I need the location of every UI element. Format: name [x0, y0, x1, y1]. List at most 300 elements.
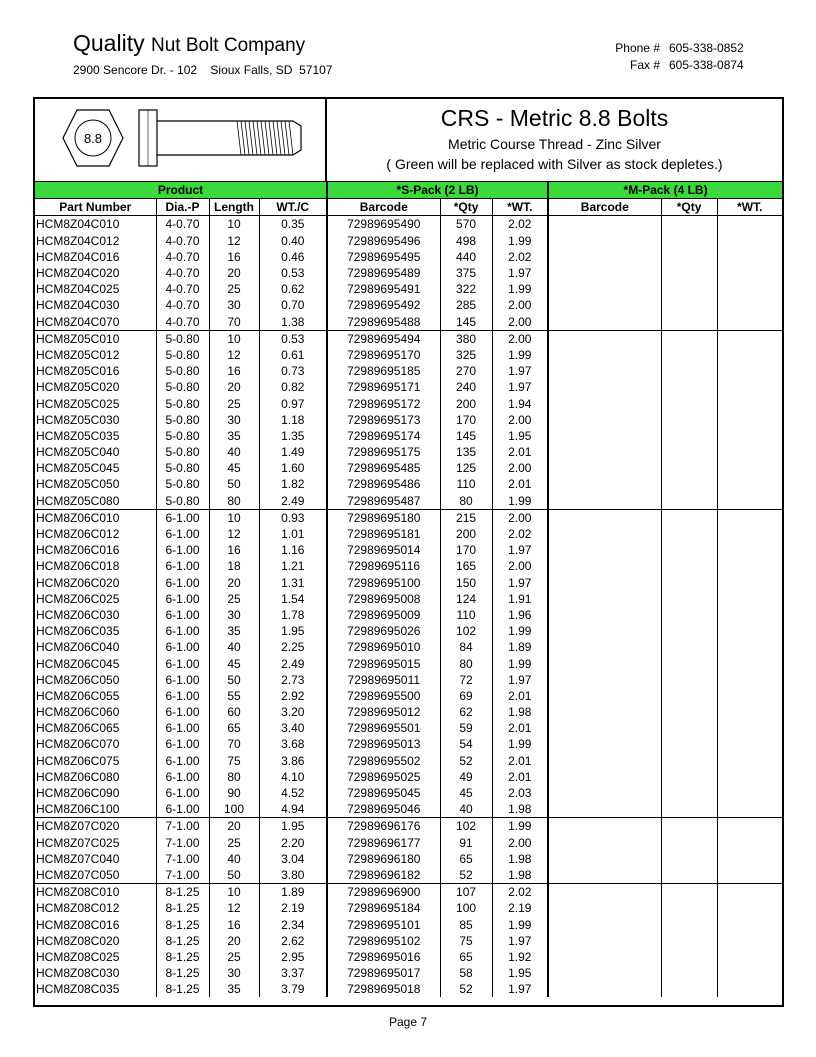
part-number-cell: HCM8Z05C080 — [36, 493, 120, 508]
table-row — [35, 753, 782, 769]
dia-pitch-cell: 8-1.25 — [156, 916, 209, 932]
hex-bolt-icon — [57, 106, 307, 170]
table-row — [35, 851, 782, 867]
s-barcode-cell: 72989695170 — [327, 347, 440, 363]
m-barcode-cell — [548, 428, 661, 444]
part-number-cell: HCM8Z05C050 — [36, 477, 120, 492]
part-number-cell: HCM8Z06C040 — [36, 640, 120, 655]
dia-pitch-cell: 8-1.25 — [156, 981, 209, 997]
m-qty-cell — [661, 314, 717, 331]
s-weight-cell: 1.99 — [492, 818, 548, 835]
part-number-cell: HCM8Z04C030 — [36, 298, 120, 313]
s-weight-cell: 1.96 — [492, 607, 548, 623]
s-qty-cell: 54 — [440, 736, 492, 752]
m-qty-cell — [661, 884, 717, 901]
weight-per-c-cell: 1.01 — [259, 526, 327, 542]
col-m-barcode: Barcode — [548, 199, 661, 216]
dia-pitch-cell: 7-1.00 — [156, 851, 209, 867]
weight-per-c-cell: 0.53 — [259, 265, 327, 281]
col-weight: WT./C — [259, 199, 327, 216]
s-qty-cell: 102 — [440, 623, 492, 639]
m-weight-cell — [717, 395, 782, 411]
s-barcode-cell: 72989696182 — [327, 867, 440, 884]
m-weight-cell — [717, 428, 782, 444]
weight-per-c-cell: 3.80 — [259, 867, 327, 884]
s-qty-cell: 45 — [440, 785, 492, 801]
stock-note: ( Green will be replaced with Silver as stock depletes.) — [386, 156, 723, 172]
s-qty-cell: 570 — [440, 216, 492, 233]
s-qty-cell: 380 — [440, 330, 492, 347]
length-cell: 70 — [209, 736, 259, 752]
catalog-frame — [33, 97, 784, 1007]
s-weight-cell: 1.95 — [492, 428, 548, 444]
m-barcode-cell — [548, 623, 661, 639]
part-number-cell: HCM8Z06C100 — [36, 802, 120, 817]
table-row — [35, 314, 782, 331]
dia-pitch-cell: 6-1.00 — [156, 526, 209, 542]
length-cell: 35 — [209, 428, 259, 444]
m-weight-cell — [717, 884, 782, 901]
s-qty-cell: 80 — [440, 493, 492, 510]
m-barcode-cell — [548, 297, 661, 313]
weight-per-c-cell: 0.40 — [259, 233, 327, 249]
s-qty-cell: 91 — [440, 835, 492, 851]
s-barcode-cell: 72989695489 — [327, 265, 440, 281]
s-weight-cell: 1.99 — [492, 347, 548, 363]
part-number-cell: HCM8Z05C010 — [35, 330, 156, 347]
dia-pitch-cell: 6-1.00 — [156, 753, 209, 769]
s-barcode-cell: 72989695008 — [327, 591, 440, 607]
weight-per-c-cell: 1.89 — [259, 884, 327, 901]
m-barcode-cell — [548, 916, 661, 932]
s-barcode-cell: 72989695181 — [327, 526, 440, 542]
dia-pitch-cell: 6-1.00 — [156, 575, 209, 591]
dia-pitch-cell: 4-0.70 — [156, 314, 209, 331]
part-number-cell: HCM8Z06C020 — [36, 575, 120, 590]
s-barcode-cell: 72989695014 — [327, 542, 440, 558]
column-header-row — [35, 199, 782, 216]
length-cell: 25 — [209, 281, 259, 297]
s-weight-cell: 2.00 — [492, 460, 548, 476]
m-qty-cell — [661, 916, 717, 932]
table-row — [35, 607, 782, 623]
m-qty-cell — [661, 542, 717, 558]
table-row — [35, 867, 782, 884]
length-cell: 30 — [209, 965, 259, 981]
length-cell: 10 — [209, 330, 259, 347]
weight-per-c-cell: 0.82 — [259, 379, 327, 395]
table-row — [35, 623, 782, 639]
m-weight-cell — [717, 867, 782, 884]
table-row — [35, 233, 782, 249]
fax-number: 605-338-0874 — [669, 58, 744, 72]
part-number-cell: HCM8Z07C040 — [36, 851, 120, 866]
length-cell: 12 — [209, 526, 259, 542]
m-qty-cell — [661, 444, 717, 460]
m-barcode-cell — [548, 395, 661, 411]
dia-pitch-cell: 8-1.25 — [156, 900, 209, 916]
m-qty-cell — [661, 395, 717, 411]
table-row — [35, 444, 782, 460]
s-weight-cell: 1.99 — [492, 655, 548, 671]
weight-per-c-cell: 1.16 — [259, 542, 327, 558]
s-qty-cell: 322 — [440, 281, 492, 297]
weight-per-c-cell: 2.34 — [259, 916, 327, 932]
table-row — [35, 704, 782, 720]
m-barcode-cell — [548, 347, 661, 363]
part-number-cell: HCM8Z06C018 — [36, 559, 120, 574]
dia-pitch-cell: 6-1.00 — [156, 720, 209, 736]
table-row — [35, 900, 782, 916]
dia-pitch-cell: 4-0.70 — [156, 249, 209, 265]
s-qty-cell: 124 — [440, 591, 492, 607]
weight-per-c-cell: 2.73 — [259, 672, 327, 688]
m-weight-cell — [717, 542, 782, 558]
m-qty-cell — [661, 265, 717, 281]
s-barcode-cell: 72989695491 — [327, 281, 440, 297]
col-dia: Dia.-P — [156, 199, 209, 216]
s-weight-cell: 1.99 — [492, 493, 548, 510]
part-number-cell: HCM8Z08C035 — [36, 982, 120, 997]
length-cell: 25 — [209, 591, 259, 607]
s-qty-cell: 325 — [440, 347, 492, 363]
length-cell: 12 — [209, 900, 259, 916]
m-barcode-cell — [548, 655, 661, 671]
table-row — [35, 493, 782, 510]
m-barcode-cell — [548, 249, 661, 265]
m-barcode-cell — [548, 542, 661, 558]
s-weight-cell: 1.99 — [492, 623, 548, 639]
m-qty-cell — [661, 835, 717, 851]
table-body — [35, 216, 782, 998]
group-s-pack: *S-Pack (2 LB) — [327, 182, 548, 199]
m-weight-cell — [717, 851, 782, 867]
weight-per-c-cell: 2.49 — [259, 493, 327, 510]
length-cell: 16 — [209, 916, 259, 932]
s-barcode-cell: 72989695015 — [327, 655, 440, 671]
table-row — [35, 981, 782, 997]
length-cell: 20 — [209, 379, 259, 395]
s-barcode-cell: 72989695018 — [327, 981, 440, 997]
length-cell: 90 — [209, 785, 259, 801]
part-number-cell: HCM8Z05C035 — [36, 428, 120, 443]
m-weight-cell — [717, 363, 782, 379]
length-cell: 100 — [209, 801, 259, 818]
m-qty-cell — [661, 428, 717, 444]
weight-per-c-cell: 2.25 — [259, 639, 327, 655]
length-cell: 30 — [209, 607, 259, 623]
weight-per-c-cell: 1.95 — [259, 818, 327, 835]
m-qty-cell — [661, 655, 717, 671]
m-qty-cell — [661, 933, 717, 949]
m-qty-cell — [661, 672, 717, 688]
s-weight-cell: 1.95 — [492, 965, 548, 981]
part-number-cell: HCM8Z06C080 — [36, 769, 120, 784]
dia-pitch-cell: 6-1.00 — [156, 801, 209, 818]
m-barcode-cell — [548, 526, 661, 542]
m-barcode-cell — [548, 575, 661, 591]
m-qty-cell — [661, 607, 717, 623]
length-cell: 30 — [209, 297, 259, 313]
company-name-rest: Nut Bolt Company — [150, 35, 306, 56]
m-qty-cell — [661, 801, 717, 818]
s-weight-cell: 2.01 — [492, 476, 548, 492]
part-number-cell: HCM8Z08C012 — [36, 901, 120, 916]
s-barcode-cell: 72989695101 — [327, 916, 440, 932]
s-qty-cell: 200 — [440, 526, 492, 542]
company-name — [73, 30, 332, 59]
dia-pitch-cell: 6-1.00 — [156, 704, 209, 720]
page-subtitle: Metric Course Thread - Zinc Silver — [448, 136, 661, 152]
table-row — [35, 801, 782, 818]
m-weight-cell — [717, 818, 782, 835]
m-qty-cell — [661, 851, 717, 867]
s-weight-cell: 2.02 — [492, 216, 548, 233]
dia-pitch-cell: 6-1.00 — [156, 558, 209, 574]
s-weight-cell: 1.98 — [492, 704, 548, 720]
dia-pitch-cell: 7-1.00 — [156, 835, 209, 851]
s-qty-cell: 145 — [440, 314, 492, 331]
part-number-cell: HCM8Z08C010 — [35, 884, 156, 901]
weight-per-c-cell: 3.86 — [259, 753, 327, 769]
m-qty-cell — [661, 216, 717, 233]
m-qty-cell — [661, 509, 717, 526]
table-row — [35, 639, 782, 655]
s-barcode-cell: 72989695016 — [327, 949, 440, 965]
weight-per-c-cell: 4.52 — [259, 785, 327, 801]
m-qty-cell — [661, 347, 717, 363]
dia-pitch-cell: 5-0.80 — [156, 363, 209, 379]
length-cell: 18 — [209, 558, 259, 574]
part-number-cell: HCM8Z06C070 — [36, 737, 120, 752]
part-number-cell: HCM8Z07C020 — [35, 818, 156, 835]
weight-per-c-cell: 0.53 — [259, 330, 327, 347]
table-row — [35, 395, 782, 411]
table-row — [35, 591, 782, 607]
table-row — [35, 412, 782, 428]
m-weight-cell — [717, 216, 782, 233]
phone-label: Phone # — [615, 41, 660, 55]
table-row — [35, 575, 782, 591]
s-weight-cell: 2.00 — [492, 835, 548, 851]
table-row — [35, 736, 782, 752]
s-barcode-cell: 72989695172 — [327, 395, 440, 411]
dia-pitch-cell: 7-1.00 — [156, 818, 209, 835]
length-cell: 40 — [209, 444, 259, 460]
dia-pitch-cell: 5-0.80 — [156, 428, 209, 444]
weight-per-c-cell: 1.18 — [259, 412, 327, 428]
table-row — [35, 655, 782, 671]
m-barcode-cell — [548, 672, 661, 688]
m-barcode-cell — [548, 412, 661, 428]
length-cell: 80 — [209, 493, 259, 510]
s-qty-cell: 200 — [440, 395, 492, 411]
m-weight-cell — [717, 460, 782, 476]
weight-per-c-cell: 1.54 — [259, 591, 327, 607]
dia-pitch-cell: 4-0.70 — [156, 265, 209, 281]
length-cell: 50 — [209, 867, 259, 884]
length-cell: 16 — [209, 542, 259, 558]
part-number-cell: HCM8Z05C030 — [36, 412, 120, 427]
length-cell: 30 — [209, 412, 259, 428]
m-barcode-cell — [548, 639, 661, 655]
part-number-cell: HCM8Z04C070 — [36, 314, 120, 329]
s-qty-cell: 40 — [440, 801, 492, 818]
weight-per-c-cell: 0.70 — [259, 297, 327, 313]
part-number-cell: HCM8Z06C090 — [36, 786, 120, 801]
m-qty-cell — [661, 981, 717, 997]
m-barcode-cell — [548, 216, 661, 233]
dia-pitch-cell: 6-1.00 — [156, 591, 209, 607]
m-qty-cell — [661, 900, 717, 916]
length-cell: 25 — [209, 835, 259, 851]
dia-pitch-cell: 6-1.00 — [156, 639, 209, 655]
m-barcode-cell — [548, 785, 661, 801]
s-barcode-cell: 72989695173 — [327, 412, 440, 428]
s-barcode-cell: 72989695175 — [327, 444, 440, 460]
s-weight-cell: 2.00 — [492, 412, 548, 428]
length-cell: 10 — [209, 509, 259, 526]
s-qty-cell: 52 — [440, 753, 492, 769]
m-weight-cell — [717, 639, 782, 655]
group-product: Product — [35, 182, 327, 199]
m-qty-cell — [661, 297, 717, 313]
s-weight-cell: 1.97 — [492, 575, 548, 591]
weight-per-c-cell: 1.60 — [259, 460, 327, 476]
length-cell: 45 — [209, 460, 259, 476]
m-barcode-cell — [548, 884, 661, 901]
table-row — [35, 949, 782, 965]
s-qty-cell: 85 — [440, 916, 492, 932]
length-cell: 60 — [209, 704, 259, 720]
dia-pitch-cell: 5-0.80 — [156, 493, 209, 510]
s-qty-cell: 102 — [440, 818, 492, 835]
table-row — [35, 785, 782, 801]
dia-pitch-cell: 6-1.00 — [156, 736, 209, 752]
s-barcode-cell: 72989695492 — [327, 297, 440, 313]
weight-per-c-cell: 0.46 — [259, 249, 327, 265]
s-weight-cell: 1.98 — [492, 867, 548, 884]
s-weight-cell: 1.92 — [492, 949, 548, 965]
m-barcode-cell — [548, 720, 661, 736]
m-barcode-cell — [548, 558, 661, 574]
m-qty-cell — [661, 526, 717, 542]
contact-block — [600, 40, 744, 74]
m-qty-cell — [661, 476, 717, 492]
s-weight-cell: 1.97 — [492, 981, 548, 997]
s-qty-cell: 84 — [440, 639, 492, 655]
catalog-header — [35, 99, 782, 181]
s-qty-cell: 215 — [440, 509, 492, 526]
col-s-wt: *WT. — [492, 199, 548, 216]
s-barcode-cell: 72989695171 — [327, 379, 440, 395]
part-number-cell: HCM8Z08C016 — [36, 917, 120, 932]
s-weight-cell: 2.00 — [492, 297, 548, 313]
s-qty-cell: 58 — [440, 965, 492, 981]
s-weight-cell: 1.98 — [492, 851, 548, 867]
part-number-cell: HCM8Z06C075 — [36, 753, 120, 768]
length-cell: 70 — [209, 314, 259, 331]
s-barcode-cell: 72989696176 — [327, 818, 440, 835]
s-weight-cell: 1.89 — [492, 639, 548, 655]
s-qty-cell: 110 — [440, 476, 492, 492]
length-cell: 20 — [209, 933, 259, 949]
s-weight-cell: 1.94 — [492, 395, 548, 411]
s-weight-cell: 1.97 — [492, 933, 548, 949]
group-m-pack: *M-Pack (4 LB) — [548, 182, 782, 199]
m-qty-cell — [661, 769, 717, 785]
weight-per-c-cell: 3.79 — [259, 981, 327, 997]
part-number-cell: HCM8Z06C030 — [36, 607, 120, 622]
s-weight-cell: 1.97 — [492, 363, 548, 379]
m-weight-cell — [717, 233, 782, 249]
m-weight-cell — [717, 769, 782, 785]
m-weight-cell — [717, 509, 782, 526]
part-number-cell: HCM8Z06C045 — [36, 656, 120, 671]
m-barcode-cell — [548, 281, 661, 297]
length-cell: 20 — [209, 818, 259, 835]
table-row — [35, 379, 782, 395]
m-barcode-cell — [548, 736, 661, 752]
s-barcode-cell: 72989695180 — [327, 509, 440, 526]
length-cell: 12 — [209, 233, 259, 249]
weight-per-c-cell: 1.31 — [259, 575, 327, 591]
m-weight-cell — [717, 297, 782, 313]
m-qty-cell — [661, 704, 717, 720]
table-row — [35, 526, 782, 542]
length-cell: 25 — [209, 395, 259, 411]
s-weight-cell: 1.98 — [492, 801, 548, 818]
table-row — [35, 476, 782, 492]
m-barcode-cell — [548, 444, 661, 460]
length-cell: 12 — [209, 347, 259, 363]
dia-pitch-cell: 4-0.70 — [156, 281, 209, 297]
m-barcode-cell — [548, 835, 661, 851]
m-qty-cell — [661, 965, 717, 981]
m-barcode-cell — [548, 801, 661, 818]
m-weight-cell — [717, 933, 782, 949]
bolt-image-box — [35, 99, 327, 181]
m-barcode-cell — [548, 460, 661, 476]
col-m-qty: *Qty — [661, 199, 717, 216]
dia-pitch-cell: 6-1.00 — [156, 509, 209, 526]
dia-pitch-cell: 4-0.70 — [156, 216, 209, 233]
m-barcode-cell — [548, 314, 661, 331]
table-row — [35, 933, 782, 949]
table-row — [35, 672, 782, 688]
length-cell: 45 — [209, 655, 259, 671]
col-part-number: Part Number — [35, 199, 156, 216]
length-cell: 75 — [209, 753, 259, 769]
m-barcode-cell — [548, 753, 661, 769]
part-number-cell: HCM8Z05C016 — [36, 364, 120, 379]
part-number-cell: HCM8Z04C025 — [36, 282, 120, 297]
table-row — [35, 363, 782, 379]
dia-pitch-cell: 5-0.80 — [156, 347, 209, 363]
head-marking: 8.8 — [83, 131, 103, 146]
col-s-qty: *Qty — [440, 199, 492, 216]
length-cell: 80 — [209, 769, 259, 785]
part-number-cell: HCM8Z06C050 — [36, 672, 120, 687]
m-weight-cell — [717, 412, 782, 428]
part-number-cell: HCM8Z06C035 — [36, 624, 120, 639]
part-number-cell: HCM8Z05C020 — [36, 380, 120, 395]
dia-pitch-cell: 4-0.70 — [156, 233, 209, 249]
s-qty-cell: 62 — [440, 704, 492, 720]
m-weight-cell — [717, 379, 782, 395]
s-barcode-cell: 72989695013 — [327, 736, 440, 752]
m-weight-cell — [717, 672, 782, 688]
